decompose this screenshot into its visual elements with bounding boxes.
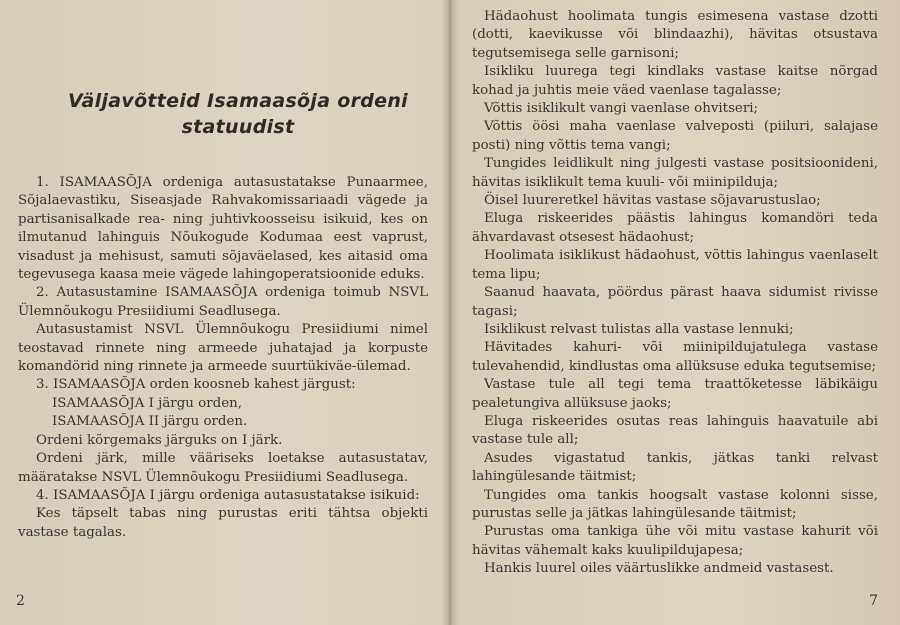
paragraph-7: 4. ISAMAASÕJA I järgu ordeniga autasustatakse isikuid: xyxy=(36,487,420,503)
paragraph-6: Ordeni järk, mille vääriseks loetakse autasustatav, määratakse NSVL Ülemnõukogu Presiidiumi Seadlusega. xyxy=(18,451,428,485)
list-item: Hädaohust hoolimata tungis esimesena vastase dzotti (dotti, kaevikusse või blindaazhi), hävitas otsustava tegutsemisega selle garnisoni; xyxy=(472,9,878,61)
list-item: Hoolimata isiklikust hädaohust, võttis lahingus vaenlaselt tema lipu; xyxy=(472,248,878,282)
list-item: Eluga riskeerides päästis lahingus komandöri teda ähvardavast otsesest hädaohust; xyxy=(472,211,878,245)
list-item: Isiklikust relvast tulistas alla vastase lennuki; xyxy=(484,321,794,337)
list-item: Isikliku luurega tegi kindlaks vastase kaitse nõrgad kohad ja juhtis meie väed vaenlase tagalasse; xyxy=(472,64,878,98)
paragraph-1: 1. ISAMAASÕJA ordeniga autasustatakse Punaarmee, Sõjalaevastiku, Siseasjade Rahvakomissariaadi vägede ja partisanisalkade rea- ning juhtivkoosseisu isikuid, kes on ilmutanud lahinguis Nõukogude Kodumaa eest vaprust, visadust ja mehisust, samuti sõjaväelased, kes aitasid oma tegevusega kaasa meie vägede lahingoperatsioonide eduks. xyxy=(18,175,428,283)
list-item: Eluga riskeerides osutas reas lahinguis haavatuile abi vastase tule all; xyxy=(472,413,878,448)
title-line-2: statuudist xyxy=(181,116,295,138)
order-grade-2: ISAMAASÕJA II järgu orden. xyxy=(52,414,248,430)
paragraph-2: 2. Autasustamine ISAMAASÕJA ordeniga toimub NSVL Ülemnõukogu Presiidiumi Seadlusega. xyxy=(18,285,428,319)
list-item: Purustas oma tankiga ühe või mitu vastase kahurit või hävitas vähemalt kaks kuulipildujapesa; xyxy=(472,524,878,558)
paragraph-5: Ordeni kõrgemaks järguks on I järk. xyxy=(36,432,283,448)
paragraph-8: Kes täpselt tabas ning purustas eriti tähtsa objekti vastase tagalas. xyxy=(18,506,428,540)
list-item: Hävitades kahuri- või miinipildujatulega vastase tulevahendid, kindlustas oma allüksuse eduka tegutsemise; xyxy=(472,340,878,374)
list-item: Tungides leidlikult ning julgesti vastase positsioonideni, hävitas isiklikult tema kuuli- või miinipilduja; xyxy=(472,156,878,190)
right-page xyxy=(450,0,900,625)
paragraph-4: 3. ISAMAASÕJA orden koosneb kahest järgust: xyxy=(36,377,356,393)
list-item: Vastase tule all tegi tema traattõketesse läbikäigu pealetungiva allüksuse jaoks; xyxy=(472,377,878,411)
paragraph-3: Autasustamist NSVL Ülemnõukogu Presiidiumi nimel teostavad rinnete ning armeede juhatajad ja korpuste komandörid ning rinnete ja armeede suurtükiväe-ülemad. xyxy=(18,322,428,375)
list-item: Võttis öösi maha vaenlase valveposti (piiluri, salajase posti) ning võttis tema vangi; xyxy=(472,119,878,153)
criteria-list xyxy=(472,8,878,579)
list-item: Hankis luurel oiles väärtuslikke andmeid vastasest. xyxy=(484,561,834,577)
list-item: Tungides oma tankis hoogsalt vastase kolonni sisse, purustas selle ja jätkas lahingülesande täitmist; xyxy=(472,487,878,521)
title-line-1: Väljavõtteid Isamaasõja ordeni xyxy=(67,90,408,112)
document-title xyxy=(48,88,428,140)
order-grade-1: ISAMAASÕJA I järgu orden, xyxy=(52,395,243,411)
list-item: Võttis isiklikult vangi vaenlase ohvitseri; xyxy=(484,101,759,117)
page-number-left: 2 xyxy=(16,593,25,609)
page-number-right: 7 xyxy=(869,593,878,609)
list-item: Öisel luureretkel hävitas vastase sõjavarustuslao; xyxy=(484,193,821,209)
list-item: Saanud haavata, pöördus pärast haava sidumist rivisse tagasi; xyxy=(472,285,878,319)
list-item: Asudes vigastatud tankis, jätkas tanki relvast lahingülesande täitmist; xyxy=(472,450,878,485)
